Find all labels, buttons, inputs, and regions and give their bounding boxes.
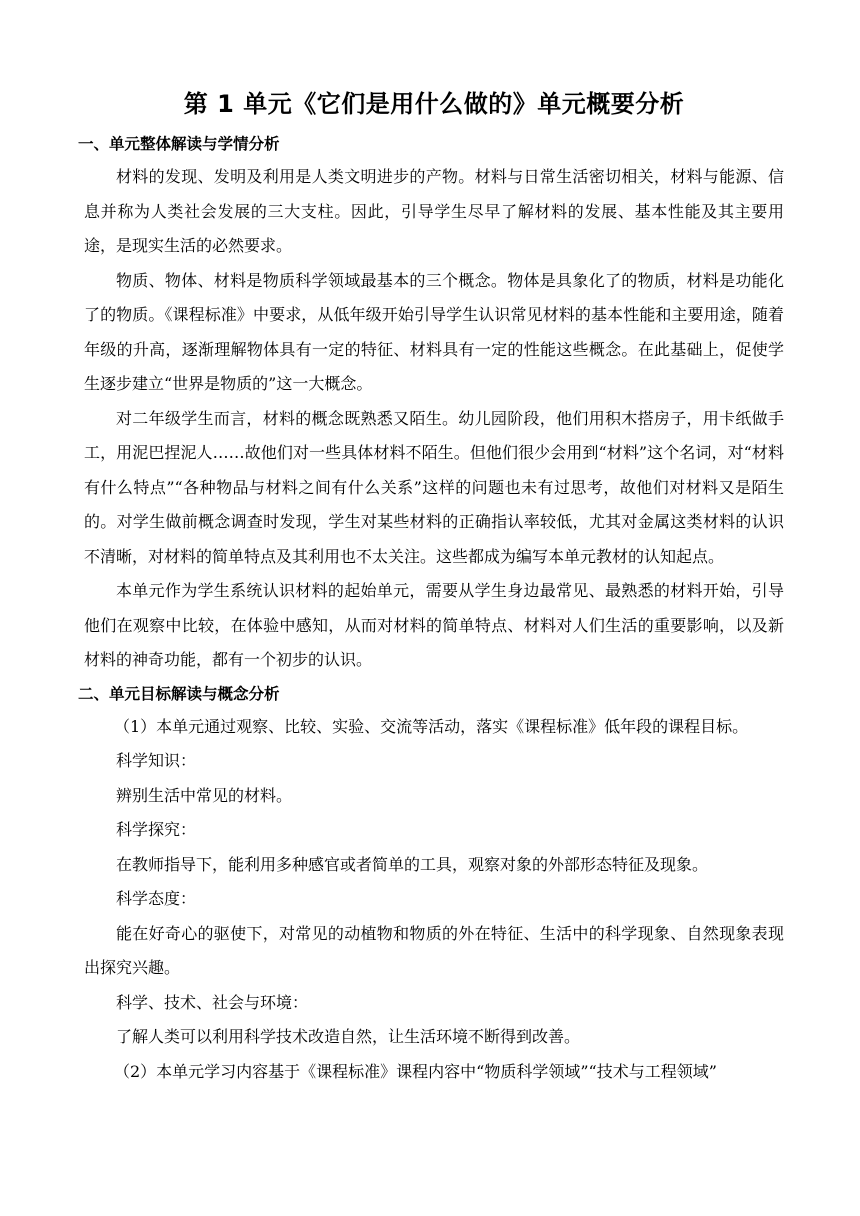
inquiry-text: 在教师指导下，能利用多种感官或者简单的工具，观察对象的外部形态特征及现象。	[116, 854, 709, 874]
goal-item-1: （1）本单元通过观察、比较、实验、交流等活动，落实《课程标准》低年段的课程目标。	[114, 716, 749, 736]
attitude-label: 科学态度：	[116, 889, 197, 908]
section-heading-1: 一、单元整体解读与学情分析	[78, 135, 280, 153]
paragraph: 对二年级学生而言，材料的概念既熟悉又陌生。幼儿园阶段，他们用积木搭房子，用卡纸做手工，用泥巴捏泥人……故他们对一些具体材料不陌生。但他们很少会用到“材料”这个名词，对“材料有什么特点”“各种物品与材料之间有什么关系”这样的问题也未有过思考，故他们对材料又是陌生的。对学生做前概念调查时发现，学生对某些材料的正确指认率较低，尤其对金属这类材料的认识不清晰，对材料的简单特点及其利用也不太关注。这些都成为编写本单元教材的认知起点。	[84, 408, 784, 566]
paragraph: 物质、物体、材料是物质科学领域最基本的三个概念。物体是具象化了的物质，材料是功能化了的物质。《课程标准》中要求，从低年级开始引导学生认识常见材料的基本性能和主要用途，随着年级的升高，逐渐理解物体具有一定的特征、材料具有一定的性能这些概念。在此基础上，促使学生逐步建立“世界是物质的”这一大概念。	[84, 270, 784, 393]
knowledge-label: 科学知识：	[116, 751, 197, 770]
paragraph: 本单元作为学生系统认识材料的起始单元，需要从学生身边最常见、最熟悉的材料开始，引导他们在观察中比较，在体验中感知，从而对材料的简单特点、材料对人们生活的重要影响，以及新材料的神奇功能，都有一个初步的认识。	[84, 581, 784, 669]
knowledge-text: 辨别生活中常见的材料。	[116, 785, 293, 805]
inquiry-label: 科学探究：	[116, 820, 197, 839]
section-heading-2: 二、单元目标解读与概念分析	[78, 684, 280, 703]
paragraph: 材料的发现、发明及利用是人类文明进步的产物。材料与日常生活密切相关，材料与能源、信息并称为人类社会发展的三大支柱。因此，引导学生尽早了解材料的发展、基本性能及其主要用途，是现实生活的必然要求。	[84, 167, 784, 255]
attitude-text: 能在好奇心的驱使下，对常见的动植物和物质的外在特征、生活中的科学现象、自然现象表现出探究兴趣。	[84, 923, 784, 977]
stse-text: 了解人类可以利用科学技术改造自然，让生活环境不断得到改善。	[116, 1027, 581, 1046]
goal-item-2: （2）本单元学习内容基于《课程标准》课程内容中“物质科学领域”“技术与工程领域”	[114, 1061, 717, 1081]
document-page	[78, 86, 784, 1089]
document-title: 第 1 单元《它们是用什么做的》单元概要分析	[183, 90, 685, 118]
stse-label: 科学、技术、社会与环境：	[116, 992, 309, 1012]
